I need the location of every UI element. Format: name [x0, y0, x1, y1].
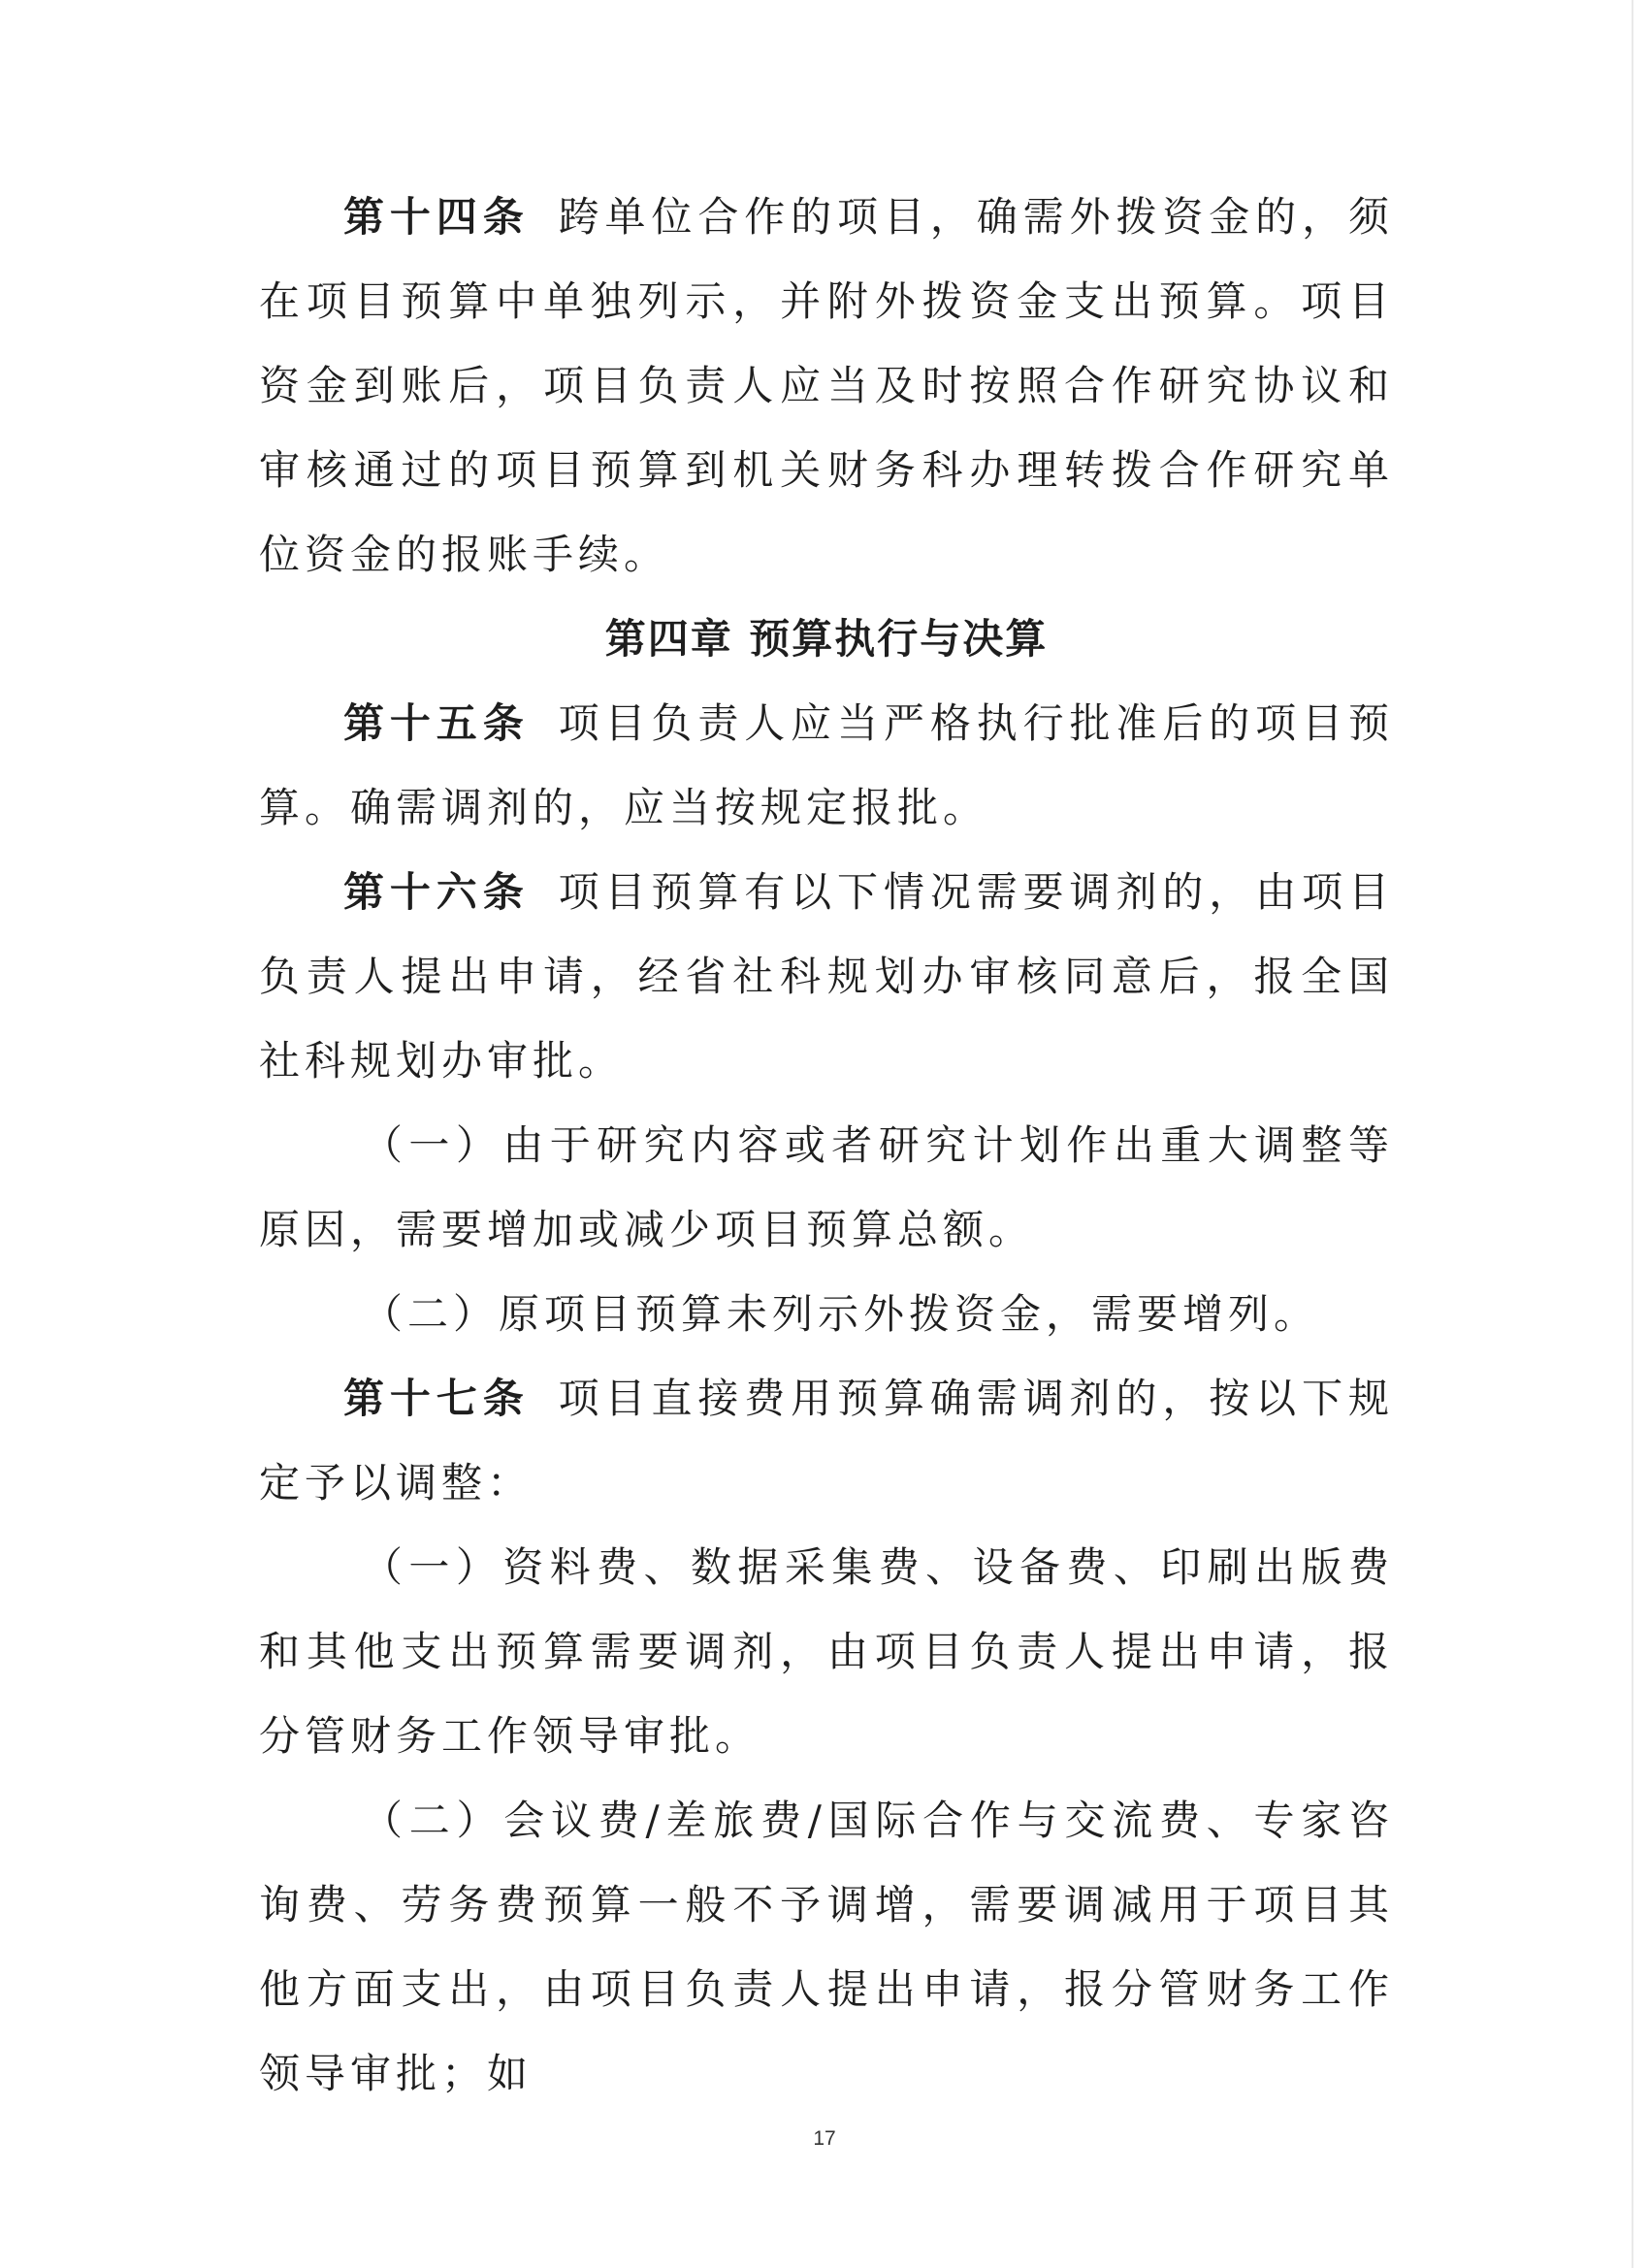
article-16-label: 第十六条: [343, 868, 530, 916]
article-15-text: 项目负责人应当严格执行批准后的项目预算。确需调剂的，应当按规定报批。: [259, 699, 1394, 831]
chapter-4-heading: 第四章 预算执行与决算: [604, 615, 1049, 663]
page-number: 17: [813, 2127, 836, 2150]
article-14-text: 跨单位合作的项目，确需外拨资金的，须在项目预算中单独列示，并附外拨资金支出预算。项目资金到账后，项目负责人应当及时按照合作研究协议和审核通过的项目预算到机关财务科办理转拨合作研究单位资金的报账手续。: [259, 193, 1394, 578]
article-17-text: 项目直接费用预算确需调剂的，按以下规定予以调整：: [259, 1375, 1394, 1507]
article-17-paragraph: [259, 1356, 1394, 1525]
article-17-label: 第十七条: [343, 1375, 530, 1422]
article-16-paragraph: [259, 850, 1394, 1103]
article-14-label: 第十四条: [343, 193, 530, 241]
article-16-text: 项目预算有以下情况需要调剂的，由项目负责人提出申请，经省社科规划办审核同意后，报全国社科规划办审批。: [259, 868, 1394, 1085]
article-17-item-1: （一）资料费、数据采集费、设备费、印刷出版费和其他支出预算需要调剂，由项目负责人提出申请，报分管财务工作领导审批。: [259, 1543, 1394, 1760]
document-body: [259, 175, 1394, 2116]
article-14-paragraph: [259, 175, 1394, 597]
article-15-paragraph: [259, 681, 1394, 850]
article-15-label: 第十五条: [343, 699, 530, 747]
article-17-item-2: （二）会议费/差旅费/国际合作与交流费、专家咨询费、劳务费预算一般不予调增，需要调减用于项目其他方面支出，由项目负责人提出申请，报分管财务工作领导审批；如: [259, 1797, 1394, 2097]
scan-edge-line: [1632, 0, 1633, 2268]
article-16-item-1: （一）由于研究内容或者研究计划作出重大调整等原因，需要增加或减少项目预算总额。: [259, 1121, 1394, 1253]
article-16-item-2: （二）原项目预算未列示外拨资金，需要增列。: [362, 1290, 1320, 1338]
